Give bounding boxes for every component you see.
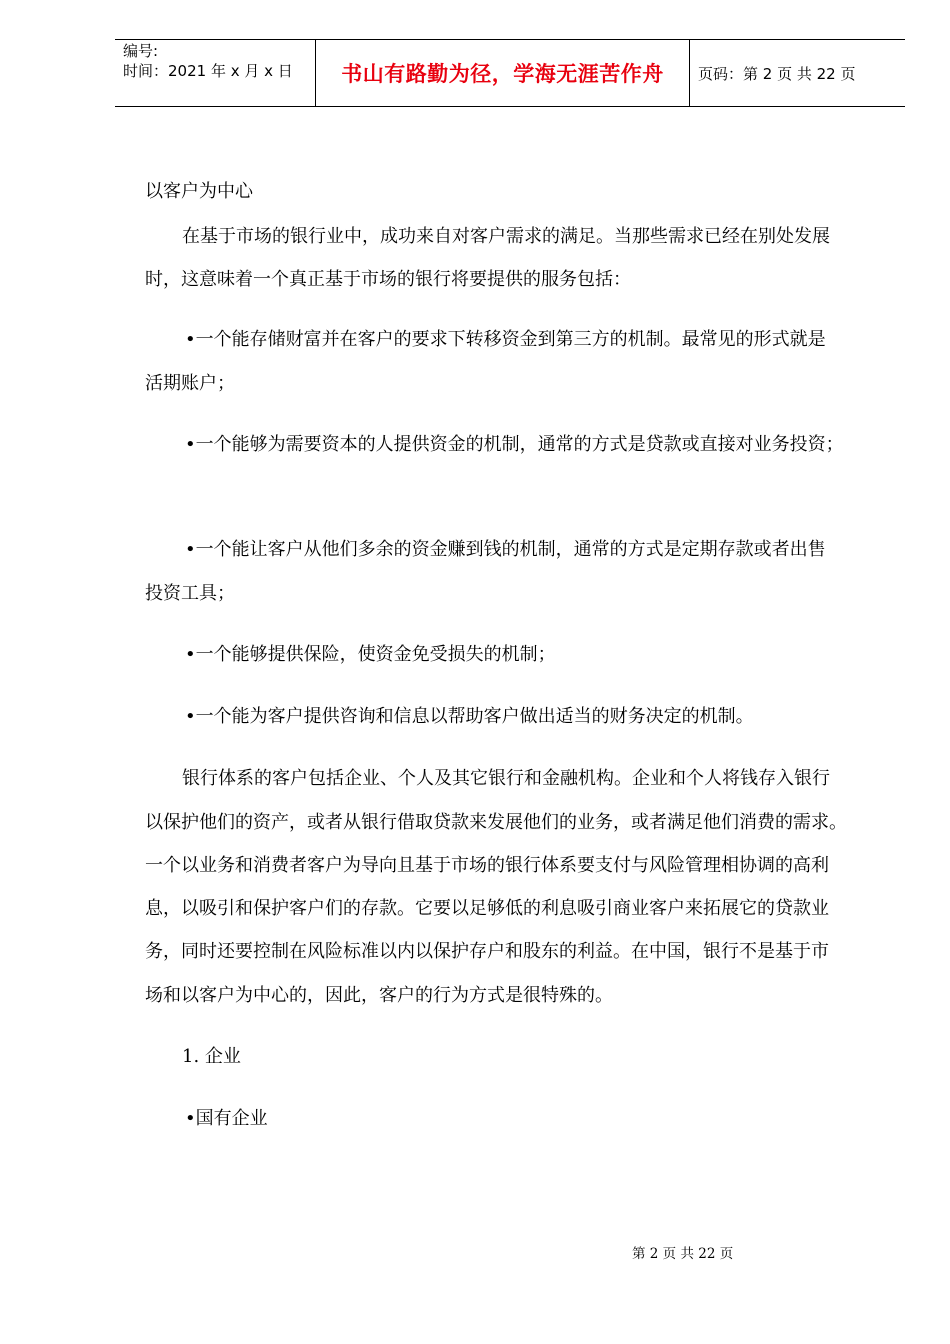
motto-text: 书山有路勤为径，学海无涯苦作舟 bbox=[341, 62, 664, 86]
subsection-heading: 1. 企业 bbox=[182, 1046, 241, 1067]
date-label: 时间：2021 年 x 月 x 日 bbox=[123, 62, 293, 80]
bullet-item-continuation: 投资工具； bbox=[145, 583, 235, 604]
bullet-item: •一个能够提供保险，使资金免受损失的机制； bbox=[185, 644, 556, 665]
bullet-item: •一个能存储财富并在客户的要求下转移资金到第三方的机制。最常见的形式就是 bbox=[185, 329, 826, 350]
bullet-item-continuation: 活期账户； bbox=[145, 373, 235, 394]
paragraph-line: 以保护他们的资产，或者从银行借取贷款来发展他们的业务，或者满足他们消费的需求。 bbox=[145, 812, 847, 833]
bullet-item: •国有企业 bbox=[185, 1108, 268, 1129]
header-motto-cell bbox=[315, 40, 690, 106]
section-heading: 以客户为中心 bbox=[145, 181, 253, 202]
header-page-cell bbox=[690, 40, 905, 106]
header-table bbox=[115, 39, 905, 107]
paragraph-line: 息，以吸引和保护客户们的存款。它要以足够低的利息吸引商业客户来拓展它的贷款业 bbox=[145, 898, 829, 919]
paragraph-line: 一个以业务和消费者客户为导向且基于市场的银行体系要支付与风险管理相协调的高利 bbox=[145, 855, 829, 876]
serial-number-label: 编号: bbox=[123, 42, 159, 60]
bullet-item: •一个能让客户从他们多余的资金赚到钱的机制，通常的方式是定期存款或者出售 bbox=[185, 539, 826, 560]
paragraph-line: 场和以客户为中心的，因此，客户的行为方式是很特殊的。 bbox=[145, 985, 613, 1006]
paragraph-line: 在基于市场的银行业中，成功来自对客户需求的满足。当那些需求已经在别处发展 bbox=[182, 226, 830, 247]
paragraph-line: 时，这意味着一个真正基于市场的银行将要提供的服务包括： bbox=[145, 269, 631, 290]
bullet-item: •一个能够为需要资本的人提供资金的机制，通常的方式是贷款或直接对业务投资； bbox=[185, 434, 844, 455]
paragraph-line: 务，同时还要控制在风险标准以内以保护存户和股东的利益。在中国，银行不是基于市 bbox=[145, 941, 829, 962]
header-meta-cell bbox=[115, 40, 315, 106]
paragraph-line: 银行体系的客户包括企业、个人及其它银行和金融机构。企业和个人将钱存入银行 bbox=[182, 768, 830, 789]
page-number-label: 页码：第 2 页 共 22 页 bbox=[698, 64, 856, 83]
page-footer: 第 2 页 共 22 页 bbox=[632, 1246, 734, 1262]
bullet-item: •一个能为客户提供咨询和信息以帮助客户做出适当的财务决定的机制。 bbox=[185, 706, 754, 727]
